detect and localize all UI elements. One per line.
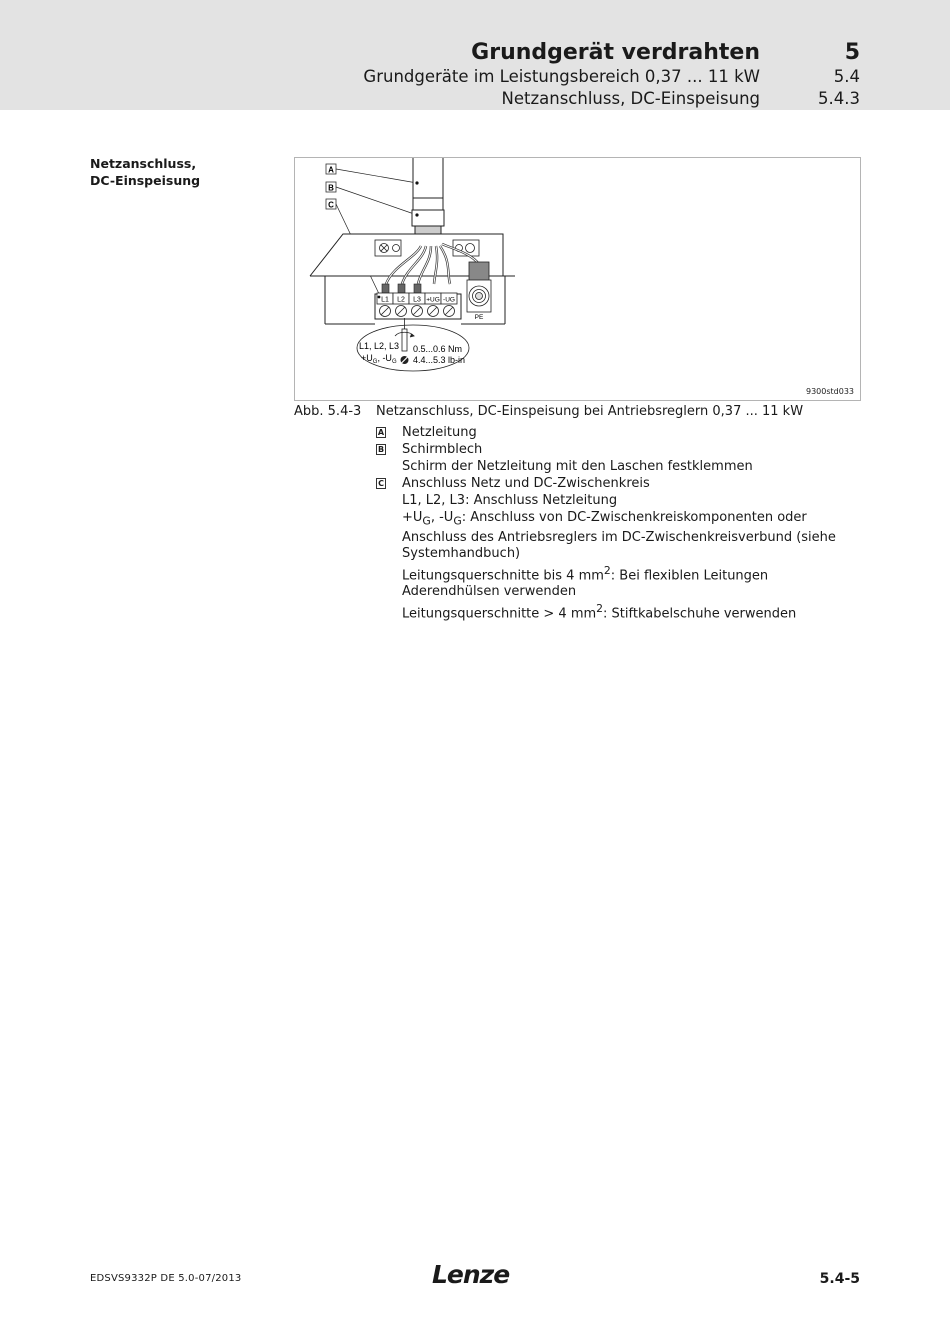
legend-text-c-dc: $+U_G$, $-U_G$: Anschluss von DC-Zwischenkreiskomponenten oder Anschluss des Antriebsreglers im DC-Zwischenkreisverbund (siehe Systemhandbuch) xyxy=(402,510,836,561)
legend-text-c: Anschluss Netz und DC-Zwischenkreis xyxy=(402,476,650,491)
cable-dot-b xyxy=(415,213,418,216)
legend-text-b-detail: Schirm der Netzleitung mit den Laschen festklemmen xyxy=(402,459,753,474)
torque-lbin: 4.4...5.3 lb-in xyxy=(413,355,466,365)
torque-terms-2: $+U_G$, $-U_G$ xyxy=(361,353,397,365)
terminal-minus-ug: -UG xyxy=(443,296,455,304)
legend-item-a xyxy=(376,425,866,441)
terminal-l3: L3 xyxy=(413,296,421,304)
section-title: Grundgeräte im Leistungsbereich 0,37 ... 11 kW xyxy=(363,67,760,86)
pe-terminal xyxy=(467,262,491,312)
figure-legend xyxy=(376,425,866,622)
marker-a: A xyxy=(328,165,334,175)
wiring-figure xyxy=(294,157,861,401)
marker-b: B xyxy=(328,183,334,193)
legend-item-b xyxy=(376,442,866,475)
torque-nm: 0.5...0.6 Nm xyxy=(413,344,463,354)
screw-symbol-icon xyxy=(401,356,409,364)
pe-label: PE xyxy=(474,314,484,321)
figure-caption-text: Netzanschluss, DC-Einspeisung bei Antriebsreglern 0,37 ... 11 kW xyxy=(376,404,804,419)
wiring-diagram xyxy=(295,158,862,402)
lenze-logo: Lenze xyxy=(432,1260,510,1289)
section-number: 5.4 xyxy=(833,67,860,86)
side-heading-line-2: DC-Einspeisung xyxy=(90,173,201,188)
side-heading-line-1: Netzanschluss, xyxy=(90,156,197,171)
wire-ferrules xyxy=(382,284,421,293)
page-number: 5.4-5 xyxy=(819,1271,860,1287)
subsection-number: 5.4.3 xyxy=(818,89,860,108)
legend-text-b: Schirmblech xyxy=(402,442,483,457)
legend-text-c-ferrules: Leitungsquerschnitte bis 4 $mm^2$: Bei flexiblen Leitungen Aderendhülsen verwenden xyxy=(402,563,769,599)
marker-c: C xyxy=(328,200,334,210)
legend-text-c-pin-lugs: Leitungsquerschnitte > 4 $mm^2$: Stiftkabelschuhe verwenden xyxy=(402,601,797,622)
figure-id: 9300std033 xyxy=(805,387,854,396)
terminal-l2: L2 xyxy=(397,296,405,304)
legend-item-c xyxy=(376,476,866,622)
terminal-l1: L1 xyxy=(381,296,389,304)
legend-text-a: Netzleitung xyxy=(402,425,477,440)
side-heading xyxy=(90,155,200,189)
legend-key-b: B xyxy=(377,445,385,454)
terminal-plus-ug: +UG xyxy=(426,296,440,304)
chapter-title: Grundgerät verdrahten xyxy=(471,40,760,65)
legend-text-c-mains: L1, L2, L3: Anschluss Netzleitung xyxy=(402,493,618,508)
subsection-title: Netzanschluss, DC-Einspeisung xyxy=(501,89,760,108)
figure-caption-label: Abb. 5.4-3 xyxy=(294,404,362,419)
legend-key-a: A xyxy=(377,428,385,437)
chapter-number: 5 xyxy=(844,40,860,65)
torque-terms-1: L1, L2, L3 xyxy=(359,341,400,351)
cable-dot-a xyxy=(415,181,418,184)
footer-document-id: EDSVS9332P DE 5.0-07/2013 xyxy=(90,1273,242,1284)
legend-key-c: C xyxy=(376,478,386,489)
